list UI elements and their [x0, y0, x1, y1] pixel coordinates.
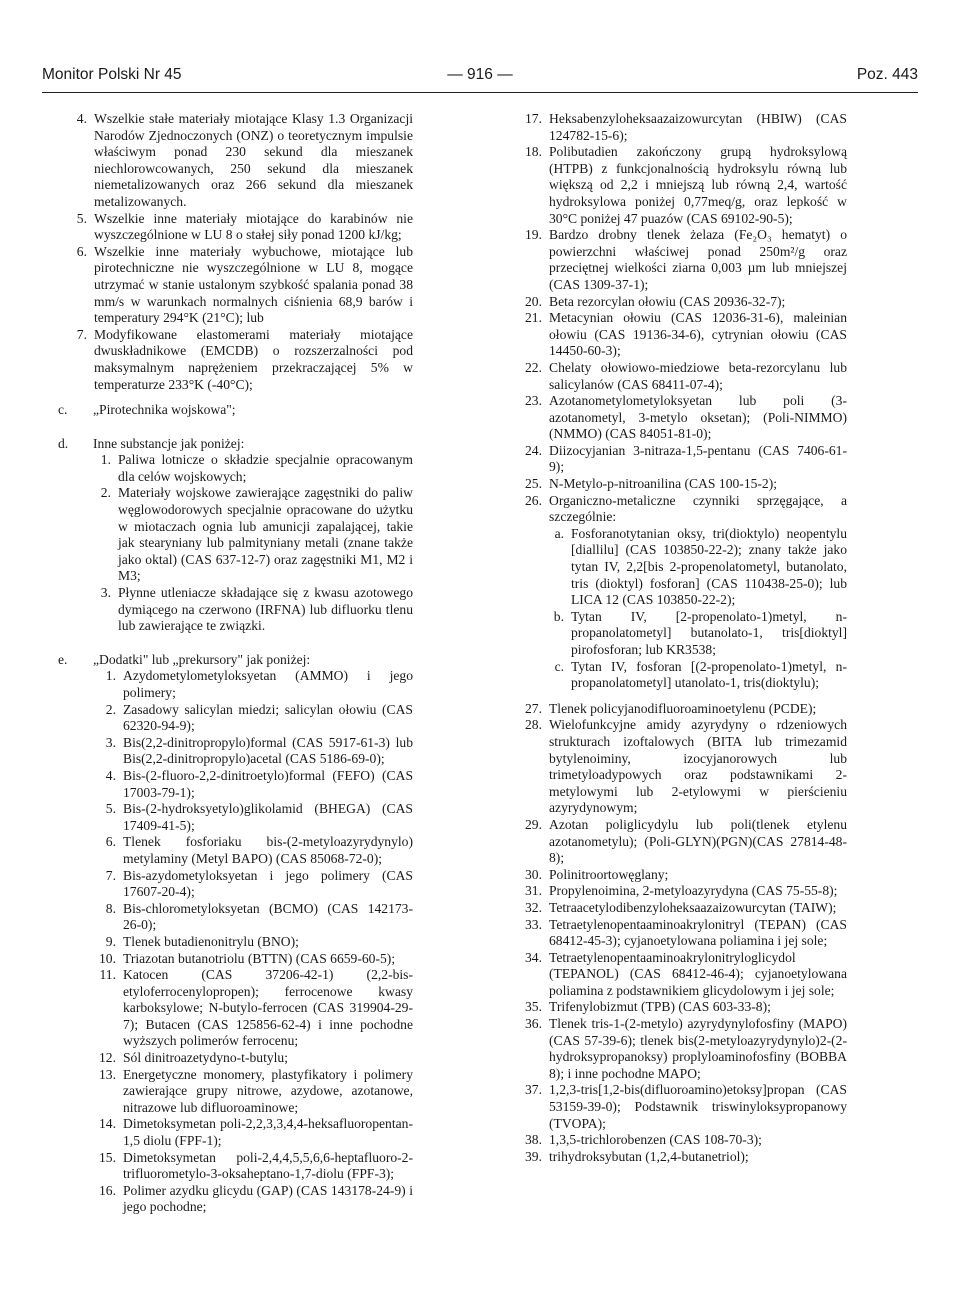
item-text: Tetraetylenopentaaminoakrylonitryl (TEPAN) (CAS 68412-45-3); cyjanoetylowana poliamina i jej sole; — [549, 916, 847, 949]
list-item — [93, 951, 413, 968]
item-number: 39. — [525, 1148, 542, 1164]
list-item — [93, 668, 413, 701]
item-text: Sól dinitroazetydyno-t-butylu; — [123, 1050, 288, 1066]
item-text: 1,3,5-trichlorobenzen (CAS 108-70-3); — [549, 1132, 762, 1148]
item-text: Tytan IV, fosforan [(2-propenolato-1)metyl, n-propanolatometyl] utanolato-1, tris(dioktylu); — [571, 658, 847, 691]
item-text: Bis(2,2-dinitropropylo)formal (CAS 5917-61-3) lub Bis(2,2-dinitropropylo)acetal (CAS 5186-69-0); — [123, 734, 413, 767]
item-number: 6. — [76, 243, 87, 259]
section-letter: d. — [58, 435, 69, 451]
item-text: Dimetoksymetan poli-2,4,4,5,5,6,6-heptafluoro-2-trifluorometylo-3-oksaheptano-1,7-diolu (FPF-3); — [123, 1149, 413, 1182]
item-text: Bis-(2-fluoro-2,2-dinitroetylo)formal (FEFO) (CAS 17003-79-1); — [123, 767, 413, 800]
list-item — [58, 244, 413, 327]
item-number: 3. — [105, 734, 116, 750]
header-rule — [42, 92, 918, 93]
list-item — [513, 393, 847, 443]
list-item — [513, 701, 847, 718]
item-text: Azotan poliglicydylu lub poli(tlenek etylenu azotanometylu); (Poli-GLYN)(PGN)(CAS 27814-48-8); — [549, 816, 847, 866]
item-number: 38. — [525, 1132, 542, 1148]
list-item — [93, 735, 413, 768]
list-item — [58, 327, 413, 393]
item-text: trihydroksybutan (1,2,4-butanetriol); — [549, 1148, 749, 1164]
item-number: 32. — [525, 899, 542, 915]
list-item — [93, 452, 413, 485]
item-text: Wielofunkcyjne amidy azyrydyny o rdzeniowych strukturach izoftalowych (BITA lub trimezamid bytylenoiminy, izocyjanorowych lub trimetyloadypowych oraz podstawnikami 2-metylowymi lub 2-etylowymi w pierścieniu azyrydynowym; — [549, 717, 847, 816]
list-item — [513, 476, 847, 493]
item-text: Materiały wojskowe zawierające zagęstniki do paliw węglowodorowych specjalnie opracowane do użytku w miotaczach ognia lub amunicji zapalającej, takie jak stearyniany lub palmityniany metali (znane także jako oktal) (CAS 637-12-7) oraz zagęstniki M1, M2 i M3; — [118, 485, 413, 584]
list-item — [513, 111, 847, 144]
list-item — [513, 867, 847, 884]
item-text: Metacynian ołowiu (CAS 12036-31-6), maleinian ołowiu (CAS 19136-34-6), cytrynian ołowiu (CAS 14450-60-3); — [549, 310, 847, 359]
item-text: Tlenek policyjanodifluoroaminoetylenu (PCDE); — [549, 700, 817, 716]
item-text: Fosforanotytanian oksy, tri(dioktylo) neopentylu [diallilu] (CAS 103850-22-2); znany także jako tytan IV, 2,2[bis 2-propenolatometyl, butanolato, tris (dioktyl) fosforan] (CAS 110438-25-0); lub LICA 12 (CAS 103850-22-2); — [571, 525, 847, 608]
list-item — [513, 360, 847, 393]
item-number: 10. — [99, 950, 116, 966]
item-number: 9. — [105, 933, 116, 949]
item-number: 11. — [99, 967, 116, 983]
item-number: 26. — [525, 492, 542, 508]
item-number: 3. — [100, 585, 111, 601]
list-item — [93, 1150, 413, 1183]
item-number: 14. — [99, 1116, 116, 1132]
item-number: 23. — [525, 393, 542, 409]
item-text: Wszelkie inne materiały wybuchowe, miotające lub pirotechniczne nie wyszczególnione w LU 8, mogące utrzymać w stanie ustalonym szybkość spalania ponad 38 mm/s w warunkach normalnych ciśnienia 68,9 barów i temperatury 294°K (21°C); lub — [94, 243, 413, 326]
list-item — [513, 917, 847, 950]
item-number: 31. — [525, 883, 542, 899]
list-item — [513, 817, 847, 867]
item-number: 2. — [105, 701, 116, 717]
item-text: Heksabenzyloheksaazaizowurcytan (HBIW) (CAS 124782-15-6); — [549, 111, 847, 143]
item-text: Diizocyjanian 3-nitraza-1,5-pentanu (CAS 7406-61-9); — [549, 442, 847, 475]
list-item — [549, 659, 847, 692]
list-item — [513, 144, 847, 227]
list-item — [513, 443, 847, 476]
item-text: Organiczno-metaliczne czynniki sprzęgające, a szczególnie: — [549, 492, 847, 525]
item-number: 6. — [105, 834, 116, 850]
list-item — [93, 1183, 413, 1216]
item-number: 37. — [525, 1082, 542, 1098]
item-number: b. — [553, 608, 564, 624]
item-text: N-Metylo-p-nitroanilina (CAS 100-15-2); — [549, 476, 778, 492]
item-text: Polibutadien zakończony grupą hydroksylową (HTPB) z funkcjonalnością hydroksylu równą lub większą od 2,2 i mniejszą lub równą 2,4, wartość hydroksylowa poniżej 0,77meq/g, oraz lepkość w 30°C poniżej 47 puazów (CAS 69102-90-5); — [549, 144, 847, 226]
list-item — [513, 493, 847, 526]
list-item — [513, 294, 847, 311]
list-item — [93, 1116, 413, 1149]
item-text: Płynne utleniacze składające się z kwasu azotowego dymiącego na czerwono (IRFNA) lub difluorku tlenu lub zawierające te związki. — [118, 585, 413, 634]
list-item — [513, 999, 847, 1016]
item-text: Bis-chlorometyloksyetan (BCMO) (CAS 142173-26-0); — [123, 900, 413, 933]
list-item — [93, 967, 413, 1050]
position-number: Poz. 443 — [856, 66, 918, 83]
section-text: „Pirotechnika wojskowa"; — [93, 402, 236, 418]
item-number: 19. — [525, 227, 542, 243]
item-text: Wszelkie inne materiały miotające do karabinów nie wyszczególnione w LU 8 o stałej siły ponad 1200 kJ/kg; — [94, 210, 413, 243]
item-number: 8. — [105, 900, 116, 916]
list-item — [93, 485, 413, 585]
item-text: Bardzo drobny tlenek żelaza (Fe₂O₃ hematyt) o powierzchni właściwej ponad 250m²/g oraz przeciętnej wielkości ziarna 0,003 µm lub mniejszej (CAS 1309-37-1); — [549, 227, 847, 292]
list-item — [93, 801, 413, 834]
list-item — [513, 1132, 847, 1149]
section-d — [58, 436, 413, 453]
section-e — [58, 652, 413, 669]
item-text: Azydometylometyloksyetan (AMMO) i jego polimery; — [123, 668, 413, 700]
item-text: Tlenek butadienonitrylu (BNO); — [123, 933, 299, 949]
item-number: 30. — [525, 866, 542, 882]
item-number: 7. — [76, 326, 87, 342]
item-text: Tetraacetylodibenzyloheksaazaizowurcytan (TAIW); — [549, 899, 837, 915]
item-number: 34. — [525, 949, 542, 965]
item-text: Wszelkie stałe materiały miotające Klasy 1.3 Organizacji Narodów Zjednoczonych (ONZ) o teoretycznym impulsie właściwym ponad 230 sekund dla mieszanek niechlorowcowanych, 250 sekund dla mieszanek niemetalizowanych oraz 266 sekund dla mieszanek metalizowanych. — [94, 111, 413, 209]
item-number: 22. — [525, 359, 542, 375]
item-number: 27. — [525, 700, 542, 716]
left-column — [58, 111, 413, 1216]
list-item — [93, 1067, 413, 1117]
item-text: Triazotan butanotriolu (BTTN) (CAS 6659-60-5); — [123, 950, 396, 966]
item-text: Bis-azydometyloksyetan i jego polimery (CAS 17607-20-4); — [123, 867, 413, 900]
item-text: Dimetoksymetan poli-2,2,3,3,4,4-heksafluoropentan-1,5 diolu (FPF-1); — [123, 1116, 413, 1149]
item-text: Tetraetylenopentaaminoakrylonitryloglicydol (TEPANOL) (CAS 68412-46-4); cyjanoetylowana poliamina z podstawnikiem glicydolowym i jej sole; — [549, 949, 847, 998]
section-c — [58, 402, 413, 419]
item-number: 5. — [105, 801, 116, 817]
list-item — [513, 1149, 847, 1166]
item-text: Beta rezorcylan ołowiu (CAS 20936-32-7); — [549, 293, 786, 309]
item-text: Energetyczne monomery, plastyfikatory i polimery zawierające grupy nitrowe, azydowe, azotanowe, nitrazowe lub difluoroaminowe; — [123, 1066, 413, 1115]
journal-title: Monitor Polski Nr 45 — [42, 66, 182, 83]
item-number: 7. — [105, 867, 116, 883]
list-item — [513, 227, 847, 293]
item-number: 4. — [105, 767, 116, 783]
list-item — [549, 526, 847, 609]
section-text: Inne substancje jak poniżej: — [93, 435, 245, 451]
list-item — [93, 901, 413, 934]
item-number: 2. — [100, 485, 111, 501]
item-number: 29. — [525, 816, 542, 832]
section-letter: e. — [58, 651, 68, 667]
item-text: Azotanometylometyloksyetan lub poli (3-azotanometyl, 3-metylo oksetan); (Poli-NIMMO) (NMMO) (CAS 84051-81-0); — [549, 393, 847, 442]
item-text: Bis-(2-hydroksyetylo)glikolamid (BHEGA) (CAS 17409-41-5); — [123, 801, 413, 833]
list-item — [93, 702, 413, 735]
list-item — [93, 834, 413, 867]
item-number: 12. — [99, 1050, 116, 1066]
section-text: „Dodatki" lub „prekursory" jak poniżej: — [93, 651, 311, 667]
list-item — [513, 950, 847, 1000]
item-number: 28. — [525, 717, 542, 733]
item-number: 36. — [525, 1016, 542, 1032]
list-item — [513, 717, 847, 817]
item-number: c. — [554, 658, 564, 674]
item-text: Propylenoimina, 2-metyloazyrydyna (CAS 75-55-8); — [549, 883, 838, 899]
list-item — [549, 609, 847, 659]
item-text: Chelaty ołowiowo-miedziowe beta-rezorcylanu lub salicylanów (CAS 68411-07-4); — [549, 359, 847, 392]
item-text: Tlenek tris-1-(2-metylo) azyrydynylofosfiny (MAPO) (CAS 57-39-6); tlenek bis(2-metyloazyrydynylo)2-(2-hydroksypropanoksy) proplyloaminofosfiny (BOBBA 8); i inne pochodne MAPO; — [549, 1016, 847, 1081]
item-number: 18. — [525, 144, 542, 160]
list-item — [93, 585, 413, 635]
item-text: Zasadowy salicylan miedzi; salicylan ołowiu (CAS 62320-94-9); — [123, 701, 413, 734]
item-number: 16. — [99, 1182, 116, 1198]
item-number: 13. — [99, 1066, 116, 1082]
item-number: 1. — [105, 668, 116, 684]
page-header — [42, 66, 918, 88]
page-number: — 916 — — [447, 66, 513, 83]
item-number: 21. — [525, 310, 542, 326]
item-number: 5. — [76, 210, 87, 226]
item-number: 20. — [525, 293, 542, 309]
list-item — [513, 1082, 847, 1132]
item-text: Modyfikowane elastomerami materiały miotające dwuskładnikowe (EMCDB) o rozszerzalności pod maksymalnym naprężeniem przekraczającej 5% w temperaturze 233°K (-40°C); — [94, 326, 413, 392]
item-text: Paliwa lotnicze o składzie specjalnie opracowanym dla celów wojskowych; — [118, 452, 413, 484]
list-item — [513, 310, 847, 360]
list-item — [58, 211, 413, 244]
item-number: 4. — [76, 111, 87, 126]
section-letter: c. — [58, 402, 68, 418]
item-text: Tytan IV, [2-propenolato-1)metyl, n-propanolatometyl] butanolato-1, tris[dioktyl] pirofosforan; lub KR3538; — [571, 608, 847, 657]
item-number: 1. — [100, 452, 111, 468]
item-text: Tlenek fosforiaku bis-(2-metyloazyrydynylo) metylaminy (Metyl BAPO) (CAS 85068-72-0); — [123, 834, 413, 866]
item-text: Polimer azydku glicydu (GAP) (CAS 143178-24-9) i jego pochodne; — [123, 1182, 413, 1215]
item-text: 1,2,3-tris[1,2-bis(difluoroamino)etoksy]propan (CAS 53159-39-0); Podstawnik triswinyloksypropanowy (TVOPA); — [549, 1082, 847, 1131]
right-column — [513, 111, 847, 1165]
list-item — [93, 1050, 413, 1067]
list-item — [513, 1016, 847, 1082]
item-text: Polinitroortowęglany; — [549, 866, 669, 882]
item-number: 15. — [99, 1149, 116, 1165]
list-item — [93, 868, 413, 901]
item-number: 24. — [525, 442, 542, 458]
list-item — [58, 111, 413, 211]
item-text: Katocen (CAS 37206-42-1) (2,2-bis-etyloferrocenylopropen); ferrocenowe kwasy karboksylowe; N-butylo-ferrocen (CAS 319904-29-7); Butacen (CAS 125856-62-4) i inne pochodne wyższych polimerów ferrocenu; — [123, 967, 413, 1049]
list-item — [93, 934, 413, 951]
item-number: 17. — [525, 111, 542, 126]
list-item — [513, 883, 847, 900]
list-item — [93, 768, 413, 801]
list-item — [513, 900, 847, 917]
item-number: 35. — [525, 999, 542, 1015]
item-text: Trifenylobizmut (TPB) (CAS 603-33-8); — [549, 999, 771, 1015]
item-number: 25. — [525, 476, 542, 492]
item-number: a. — [554, 525, 564, 541]
item-number: 33. — [525, 916, 542, 932]
